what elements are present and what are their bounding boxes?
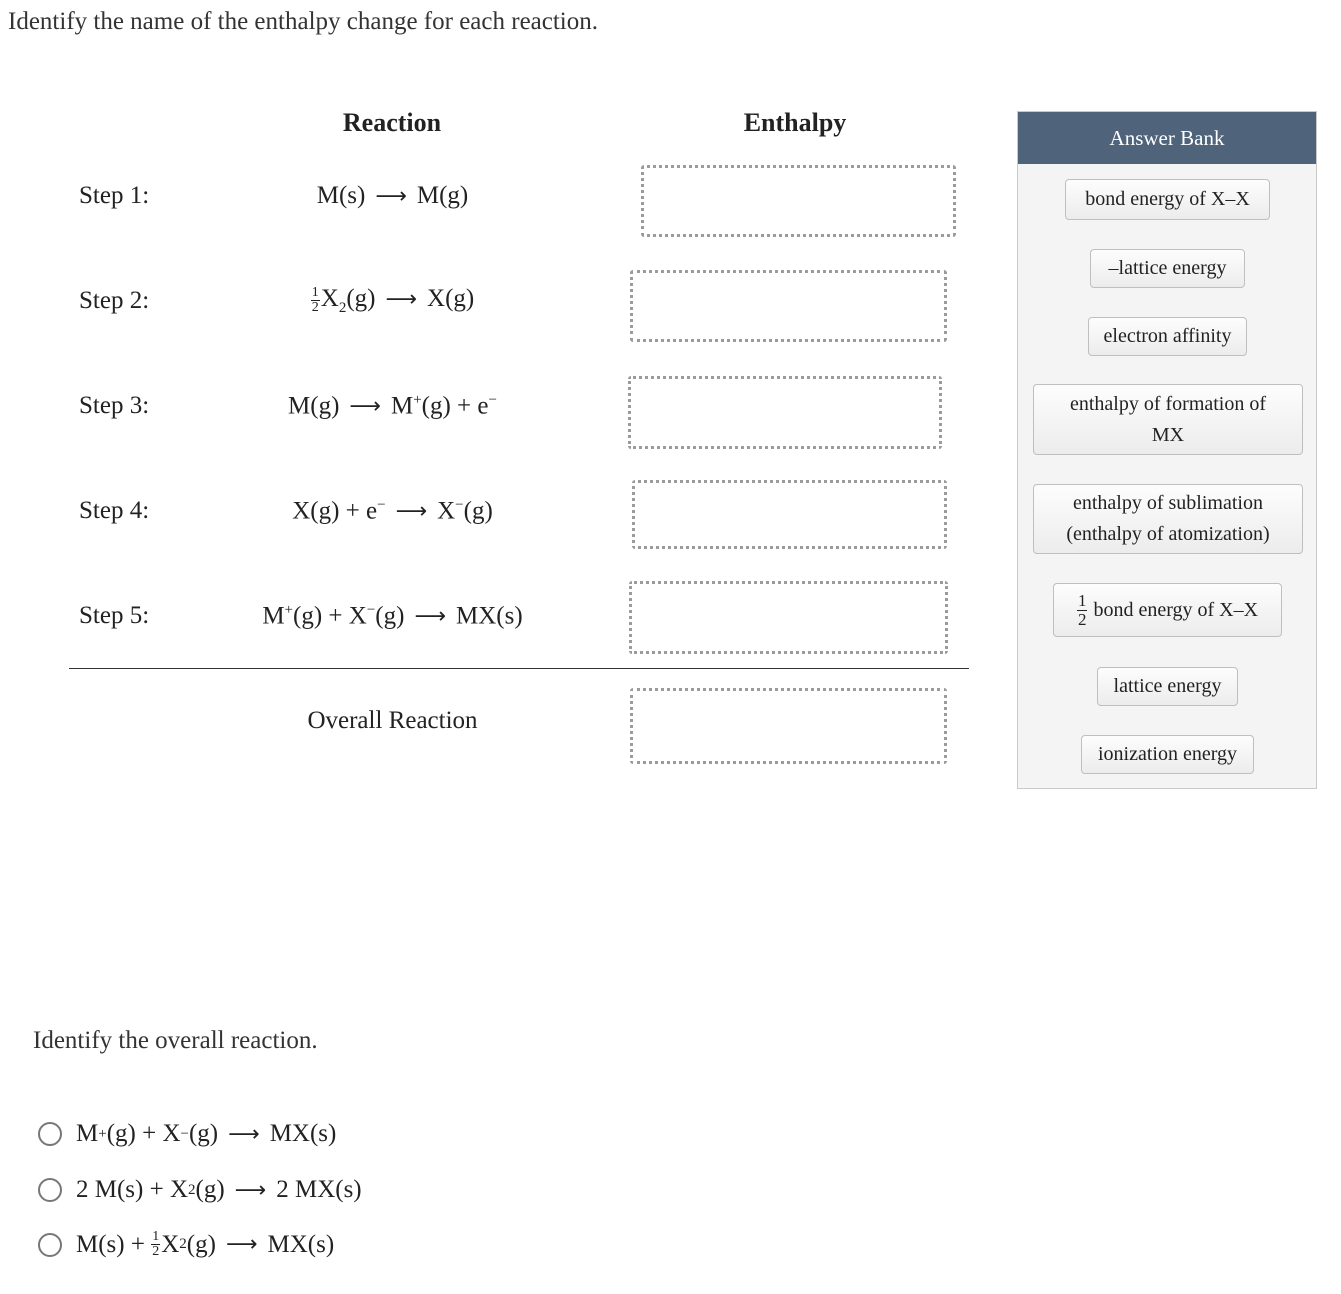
radio-button[interactable] bbox=[38, 1122, 62, 1146]
answer-chip-label: electron affinity bbox=[1103, 325, 1232, 347]
table-divider bbox=[69, 668, 969, 669]
answer-chip-ionization-energy[interactable] bbox=[1081, 735, 1254, 774]
answer-chip-electron-affinity[interactable] bbox=[1088, 317, 1247, 356]
overall-option-1[interactable]: M + (g) + X − (g) ⟶ MX(s) bbox=[38, 1120, 336, 1148]
answer-chip-label: lattice energy bbox=[1113, 675, 1222, 697]
answer-chip-label: bond energy of X–X bbox=[1093, 598, 1259, 621]
reaction-column-header: Reaction bbox=[342, 108, 442, 137]
overall-prompt: Identify the overall reaction. bbox=[33, 1027, 318, 1054]
step-1-label: Step 1: bbox=[79, 182, 150, 209]
answer-chip-label: ionization energy bbox=[1097, 743, 1238, 765]
step-5-enthalpy-dropzone[interactable] bbox=[629, 581, 948, 654]
step-5-label: Step 5: bbox=[79, 602, 150, 629]
overall-enthalpy-dropzone[interactable] bbox=[630, 688, 947, 764]
step-3-enthalpy-dropzone[interactable] bbox=[628, 376, 942, 449]
answer-chip-label: enthalpy of formation of bbox=[1069, 392, 1267, 415]
answer-chip-lattice-energy[interactable] bbox=[1097, 667, 1238, 706]
enthalpy-prompt: Identify the name of the enthalpy change for each reaction. bbox=[8, 8, 599, 35]
radio-button[interactable] bbox=[38, 1178, 62, 1202]
one-half-fraction: $\frac{1}{2}$ bbox=[311, 284, 319, 315]
step-4-label: Step 4: bbox=[79, 497, 150, 524]
step-2-reaction: $\frac{1}{2}$ $X_2(g)$ ⟶ X(g) bbox=[311, 284, 475, 316]
one-half-fraction: $\frac{1}{2}$ bbox=[152, 1229, 160, 1259]
answer-chip-label: enthalpy of sublimation bbox=[1073, 492, 1263, 514]
overall-option-3[interactable]: M(s) + $\frac{1}{2}$ X 2 (g) ⟶ MX(s) bbox=[38, 1230, 334, 1259]
answer-chip-label: –lattice energy bbox=[1108, 257, 1227, 279]
overall-reaction-label: Overall Reaction bbox=[307, 707, 478, 734]
answer-chip-negative-lattice-energy[interactable] bbox=[1090, 249, 1245, 288]
answer-chip-label: bond energy of X–X bbox=[1085, 188, 1250, 210]
answer-bank-title: Answer Bank bbox=[1018, 112, 1316, 164]
step-3-label: Step 3: bbox=[79, 392, 150, 419]
step-4-reaction: X(g) + e− ⟶ X−(g) bbox=[292, 497, 493, 525]
answer-chip-half-bond-energy[interactable] bbox=[1053, 583, 1282, 637]
answer-bank-panel bbox=[1017, 111, 1317, 789]
answer-chip-bond-energy[interactable] bbox=[1065, 179, 1270, 220]
step-5-reaction: M+(g) + X−(g) ⟶ MX(s) bbox=[262, 602, 523, 630]
step-4-enthalpy-dropzone[interactable] bbox=[632, 480, 947, 549]
step-3-reaction: M(g) ⟶ M+(g) + e− bbox=[288, 392, 497, 420]
answer-chip-enthalpy-of-formation[interactable] bbox=[1033, 384, 1303, 455]
step-1-reaction: M(s) ⟶ M(g) bbox=[316, 182, 469, 209]
answer-chip-enthalpy-of-sublimation[interactable] bbox=[1033, 484, 1303, 554]
one-half-fraction: $\frac{1}{2}$ bbox=[1077, 590, 1087, 629]
step-1-enthalpy-dropzone[interactable] bbox=[641, 165, 956, 237]
enthalpy-column-header: Enthalpy bbox=[743, 108, 847, 137]
step-2-enthalpy-dropzone[interactable] bbox=[630, 270, 947, 342]
overall-option-2[interactable]: 2 M(s) + X 2 (g) ⟶ 2 MX(s) bbox=[38, 1176, 362, 1204]
answer-chip-label: MX bbox=[1151, 423, 1185, 446]
radio-button[interactable] bbox=[38, 1233, 62, 1257]
answer-chip-label: (enthalpy of atomization) bbox=[1066, 523, 1270, 545]
step-2-label: Step 2: bbox=[79, 287, 150, 314]
